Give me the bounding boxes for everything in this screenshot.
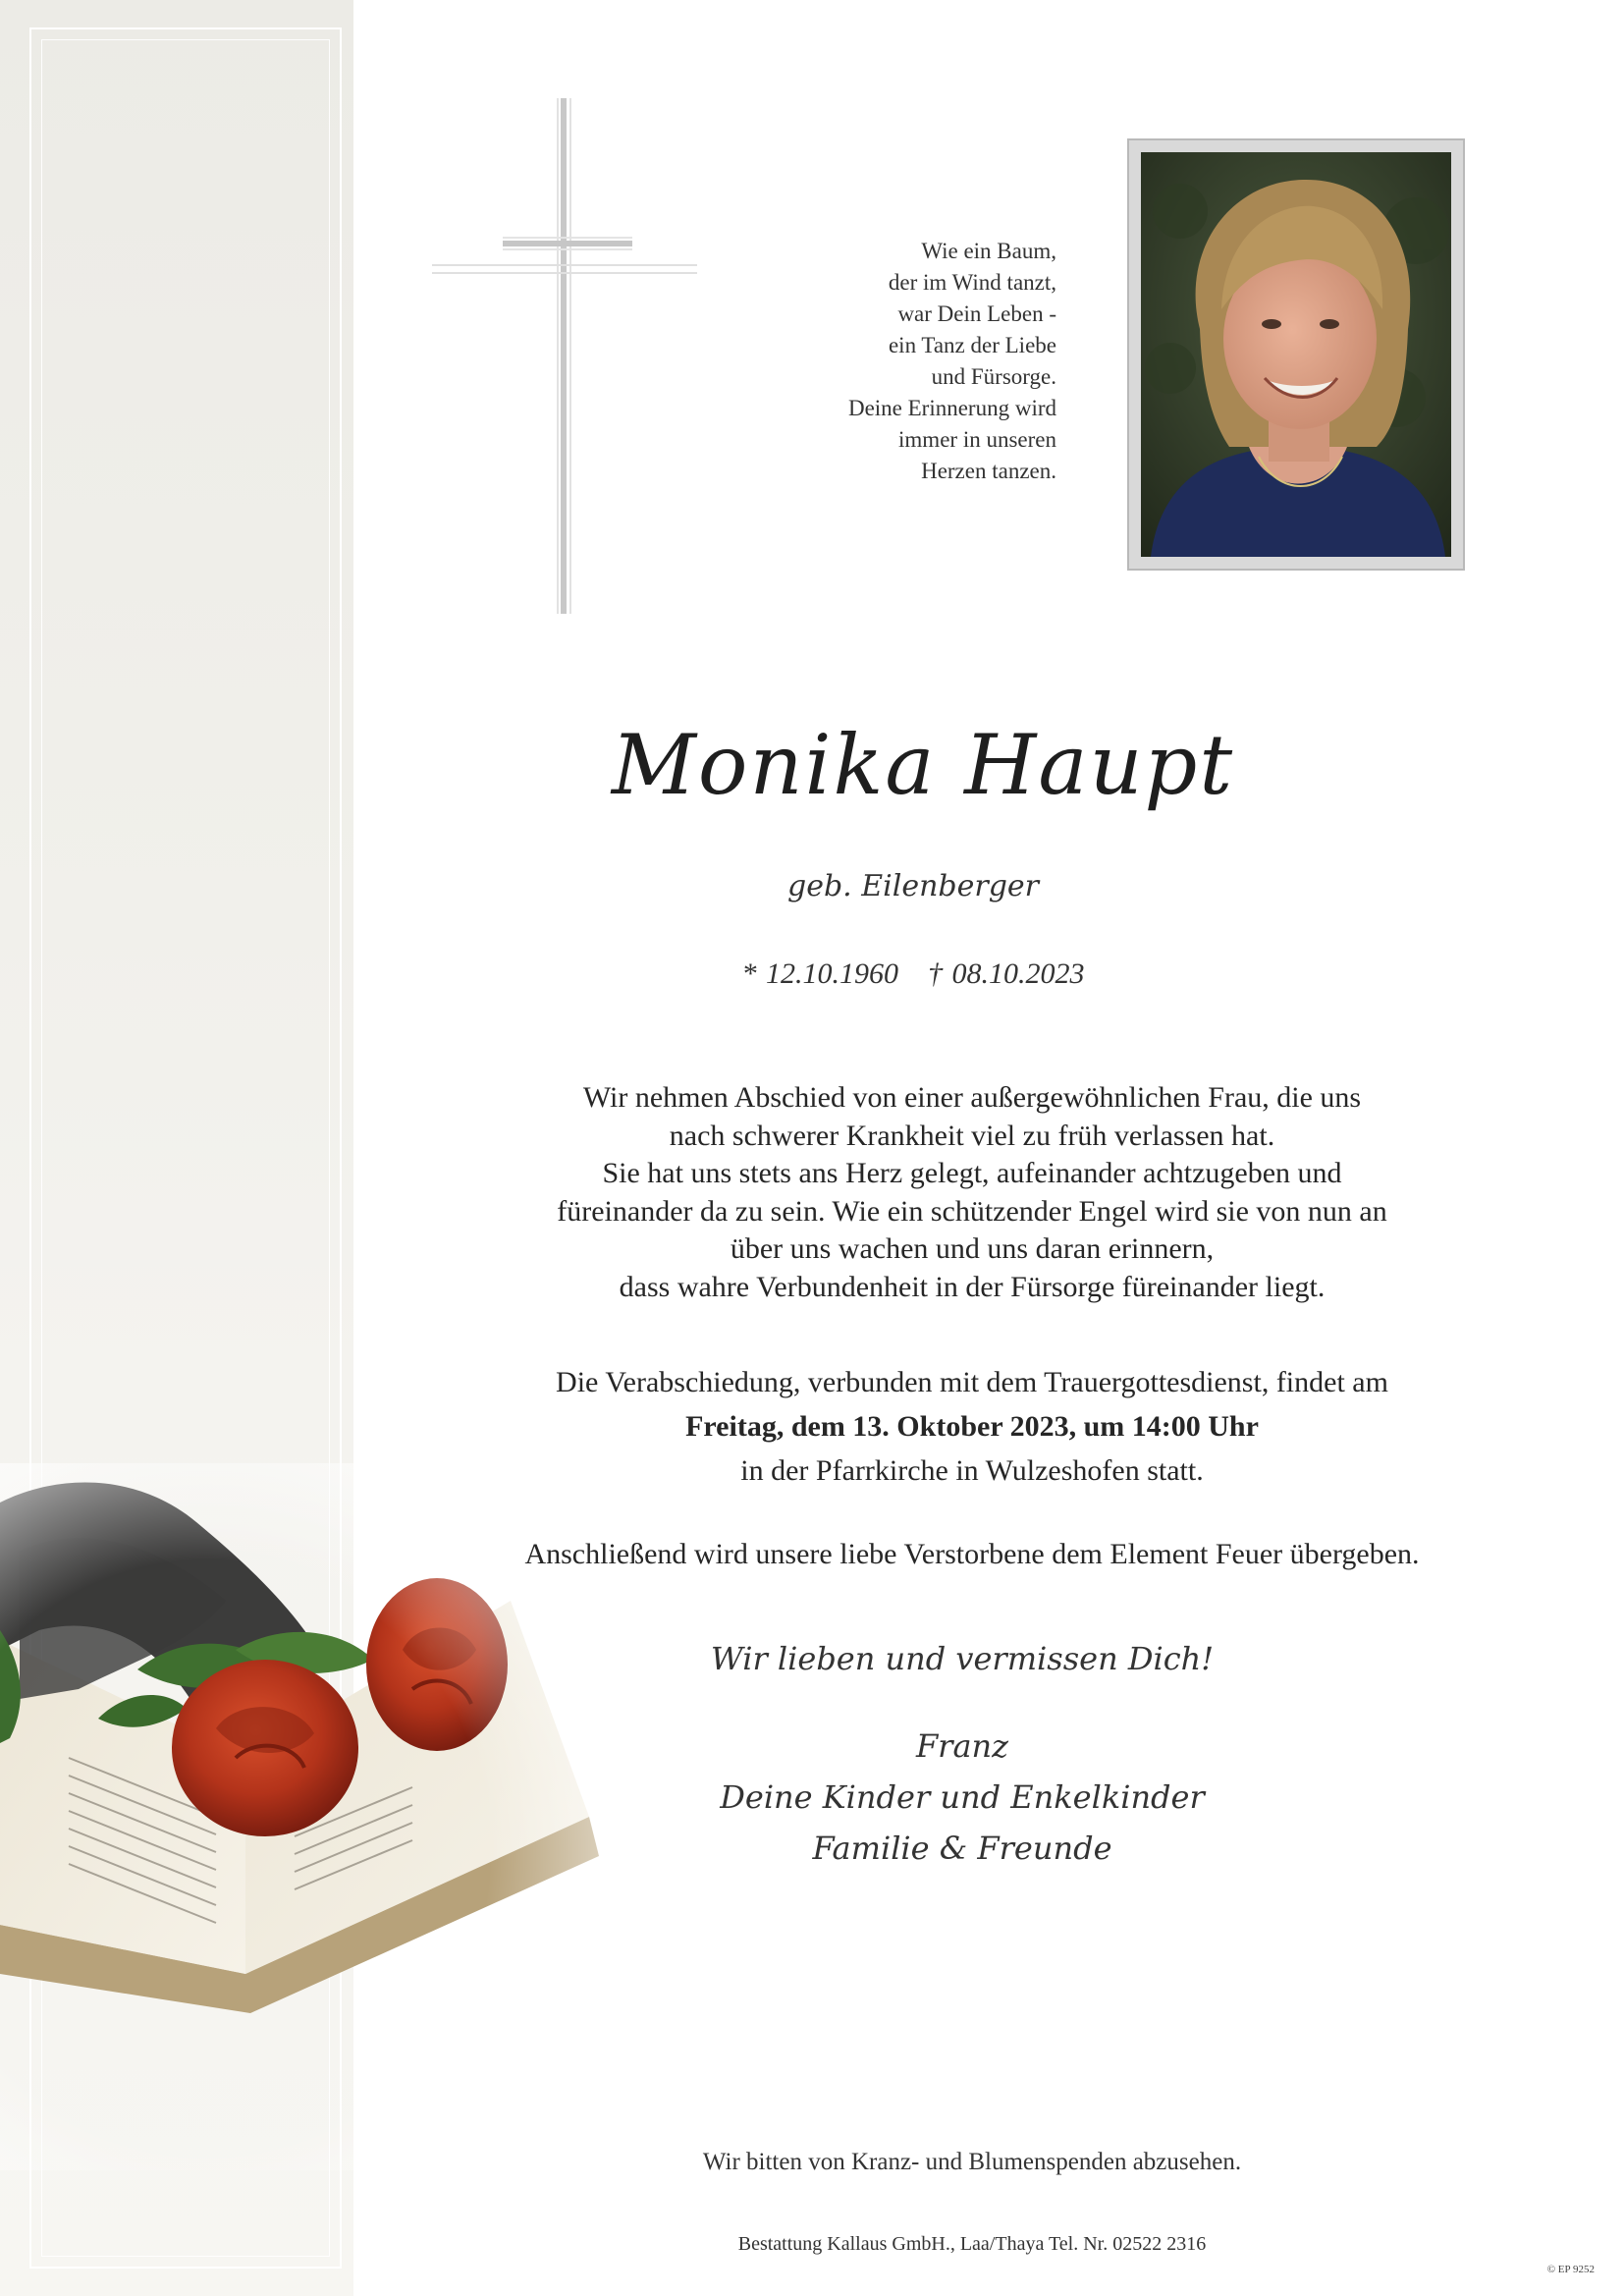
cremation-text: Anschließend wird unsere liebe Verstorbene dem Element Feuer übergeben.: [524, 1538, 1420, 1570]
message-line: füreinander da zu sein. Wie ein schützender Engel wird sie von nun an: [557, 1194, 1387, 1228]
poem-line: Deine Erinnerung wird: [847, 396, 1056, 420]
message-line: Sie hat uns stets ans Herz gelegt, aufeinander achtzugeben und: [602, 1157, 1342, 1189]
cremation-note: [432, 1536, 1512, 1574]
service-location: in der Pfarrkirche in Wulzeshofen statt.: [740, 1454, 1204, 1487]
service-datetime: Freitag, dem 13. Oktober 2023, um 14:00 Uhr: [685, 1410, 1259, 1443]
mourners: [628, 1721, 1296, 1874]
poem: [762, 236, 1056, 487]
template-code: © EP 9252: [1546, 2264, 1595, 2275]
farewell-message: [432, 1079, 1512, 1306]
service-details: [432, 1360, 1512, 1493]
death-date: † 08.10.2023: [928, 957, 1085, 990]
service-intro: Die Verabschiedung, verbunden mit dem Trauergottesdienst, findet am: [556, 1366, 1388, 1398]
portrait-photo: [1141, 152, 1451, 557]
message-line: über uns wachen und uns daran erinnern,: [730, 1232, 1215, 1265]
funeral-home-info: Bestattung Kallaus GmbH., Laa/Thaya Tel. Nr. 02522 2316: [737, 2233, 1207, 2255]
poem-line: und Fürsorge.: [931, 364, 1056, 389]
mourner-line: Familie & Freunde: [812, 1830, 1112, 1867]
birth-date: * 12.10.1960: [741, 957, 898, 990]
poem-line: der im Wind tanzt,: [888, 270, 1056, 295]
deceased-name: Monika Haupt: [611, 717, 1235, 813]
love-message: Wir lieben und vermissen Dich!: [710, 1640, 1215, 1677]
mourner-line: Deine Kinder und Enkelkinder: [720, 1778, 1205, 1816]
maiden-name: geb. Eilenberger: [787, 869, 1039, 903]
message-line: dass wahre Verbundenheit in der Fürsorge füreinander liegt.: [619, 1270, 1326, 1303]
flowers-note: Wir bitten von Kranz- und Blumenspenden abzusehen.: [702, 2149, 1242, 2175]
poem-line: ein Tanz der Liebe: [888, 333, 1056, 357]
poem-line: war Dein Leben -: [897, 301, 1056, 326]
message-line: nach schwerer Krankheit viel zu früh verlassen hat.: [669, 1119, 1275, 1152]
poem-line: Herzen tanzen.: [921, 459, 1056, 483]
cross-icon: [432, 98, 697, 619]
mourner-line: Franz: [915, 1727, 1009, 1765]
message-line: Wir nehmen Abschied von einer außergewöhnlichen Frau, die uns: [582, 1081, 1362, 1114]
poem-line: immer in unseren: [898, 427, 1056, 452]
life-dates: [628, 957, 1198, 991]
poem-line: Wie ein Baum,: [921, 239, 1056, 263]
portrait-frame: [1127, 138, 1465, 571]
